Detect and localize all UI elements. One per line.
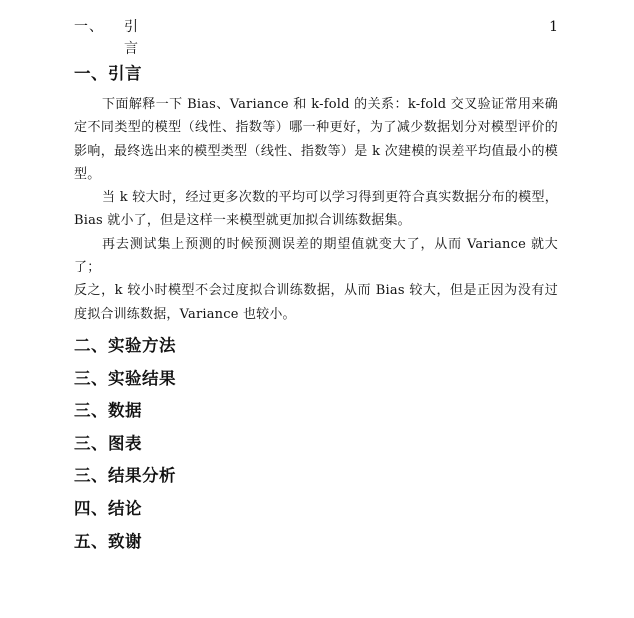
section-heading-results: 三、实验结果 <box>74 368 176 388</box>
section-list <box>74 334 558 554</box>
page-body <box>74 62 558 562</box>
section-heading-data: 三、数据 <box>74 401 142 421</box>
section-heading-analysis: 三、结果分析 <box>74 466 176 486</box>
intro-paragraph-4: 反之，k 较小时模型不会过度拟合训练数据，从而 Bias 较大，但是正因为没有过度拟合训练数据，Variance 也较小。 <box>74 283 558 322</box>
section-heading-intro: 一、引言 <box>74 64 142 83</box>
page-number: 1 <box>549 19 558 35</box>
section-heading-conclusion: 四、结论 <box>74 498 142 518</box>
section-heading-charts: 三、图表 <box>74 433 142 453</box>
section-heading-methods: 二、实验方法 <box>74 335 176 355</box>
section-heading-acknowledgements: 五、致谢 <box>74 531 142 551</box>
header-chapter-number: 一、 <box>74 19 104 35</box>
intro-paragraph-3: 再去测试集上预测的时候预测误差的期望值就变大了，从而 Variance 就大了； <box>74 236 558 276</box>
intro-paragraph-1: 下面解释一下 Bias、Variance 和 k-fold 的关系：k-fold 交叉验证常用来确定不同类型的模型（线性、指数等）哪一种更好，为了减少数据划分对模型评价的影响，最终选出来的模型类型（线性、指数等）是 k 次建模的误差平均值最小的模型。 <box>74 97 558 182</box>
header-chapter-title: 引言 <box>124 19 140 57</box>
intro-paragraph-2: 当 k 较大时，经过更多次数的平均可以学习得到更符合真实数据分布的模型，Bias 就小了，但是这样一来模型就更加拟合训练数据集。 <box>74 190 558 229</box>
running-header <box>74 16 558 57</box>
